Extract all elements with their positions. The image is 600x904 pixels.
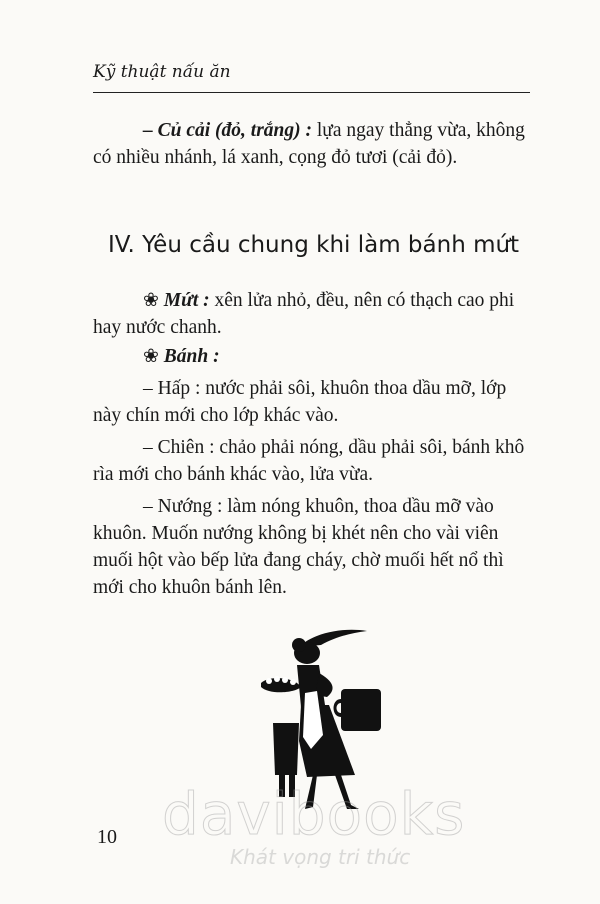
steam-paragraph: – Hấp : nước phải sôi, khuôn thoa dầu mỡ, lớp này chín mới cho lớp khác vào. [93,378,507,426]
watermark-tagline: Khát vọng tri thức [230,845,411,869]
section-heading: IV. Yêu cầu chung khi làm bánh mứt [108,232,520,258]
flower-bullet-icon: ❀ [143,290,159,311]
cake-label: Bánh : [163,346,220,367]
radish-paragraph [93,117,530,171]
fry-paragraph: – Chiên : chảo phải nóng, dầu phải sôi, bánh khô rìa mới cho bánh khác vào, lửa vừa. [93,437,525,485]
jam-text: xên lửa nhỏ, đều, nên có thạch cao phi hay nước chanh. [93,290,515,338]
cake-paragraph [93,343,530,370]
bake-paragraph: – Nướng : làm nóng khuôn, thoa dầu mỡ vào khuôn. Muốn nướng không bị khét nên cho vài viên muối hột vào bếp lửa đang cháy, chờ muối hết nổ thì mới cho khuôn bánh lên. [93,496,504,598]
flower-bullet-icon: ❀ [143,346,159,367]
radish-label: – Củ cải (đỏ, trắng) : [143,120,313,141]
header-rule [93,92,530,93]
radish-text: lựa ngay thẳng vừa, không có nhiều nhánh, lá xanh, cọng đỏ tươi (cải đỏ). [93,120,525,168]
page-number: 10 [97,826,117,848]
running-title: Kỹ thuật nấu ăn [93,62,231,82]
jam-label: Mứt : [163,290,210,311]
watermark-brand: davibooks [162,780,466,848]
jam-paragraph [93,287,530,341]
